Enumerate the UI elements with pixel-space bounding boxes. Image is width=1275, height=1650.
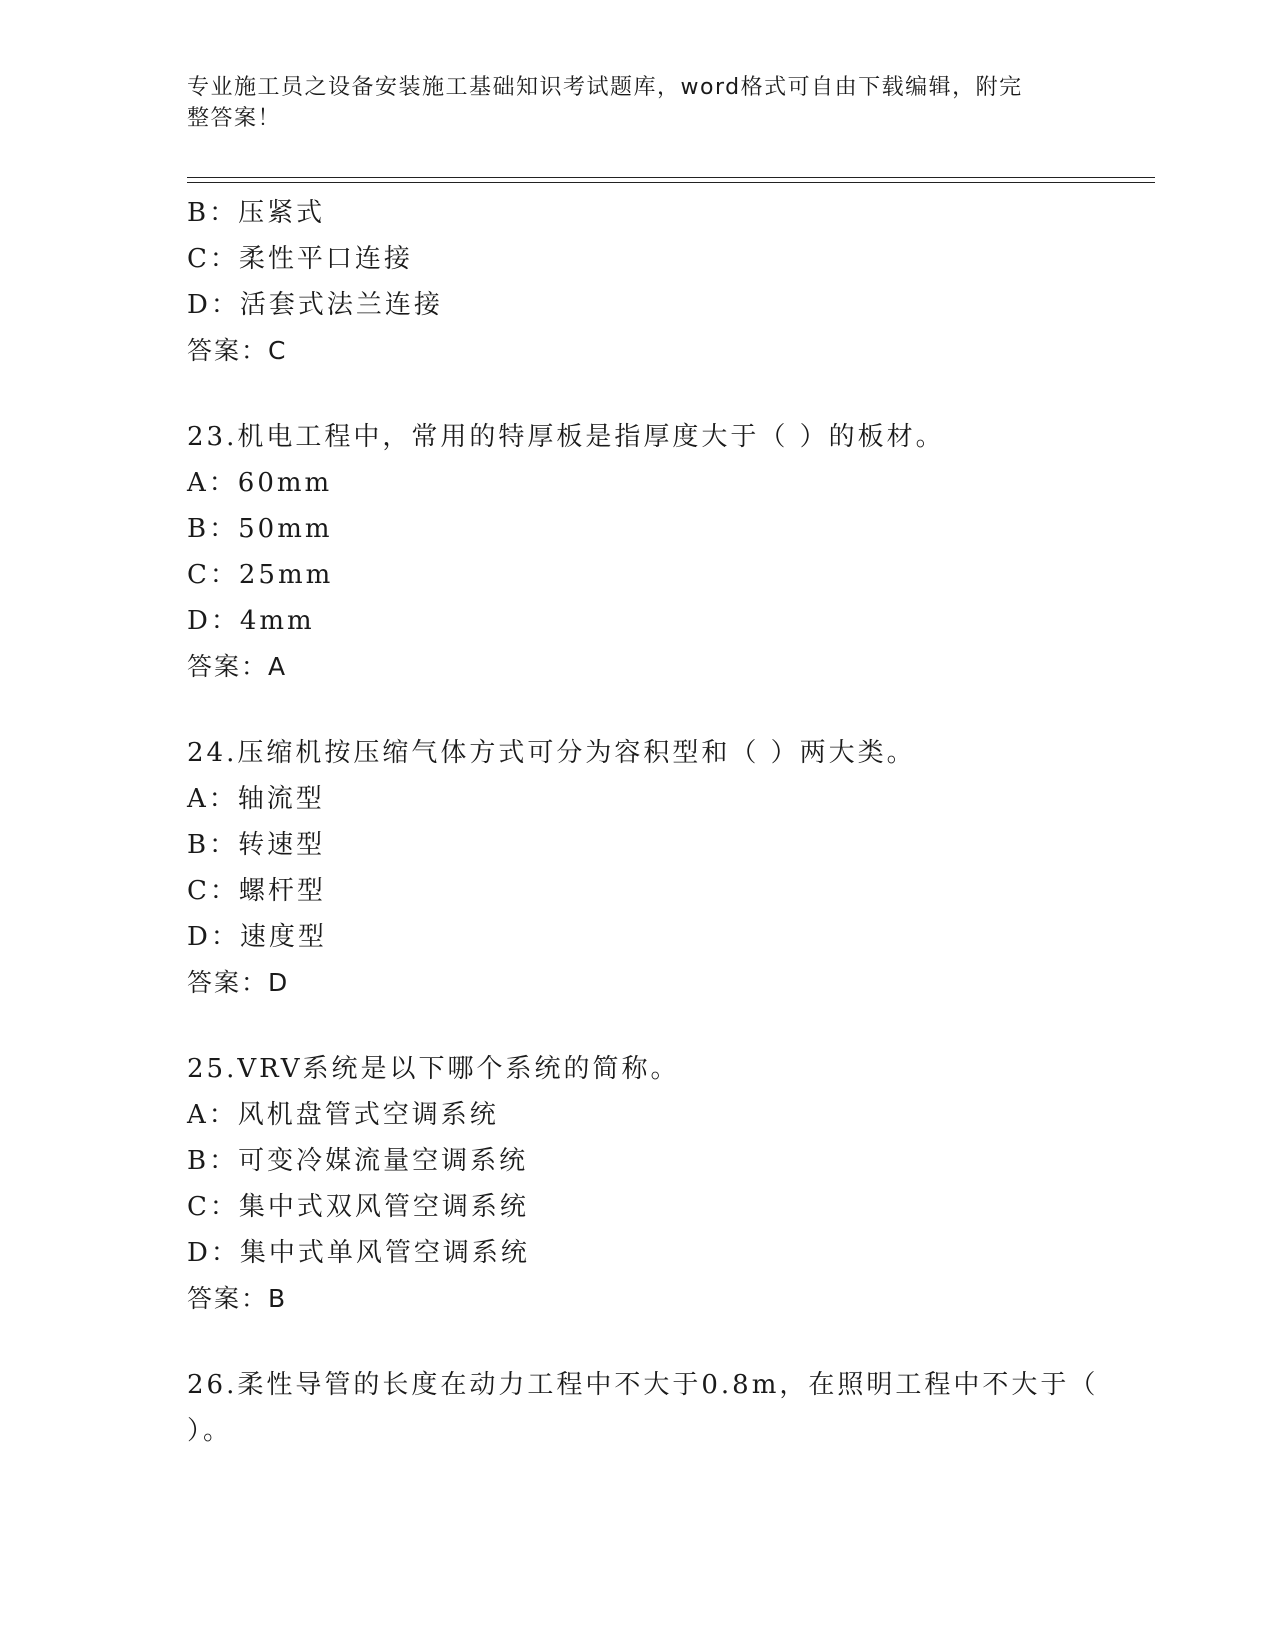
option-d: D：4mm (187, 606, 315, 636)
option-d: D：活套式法兰连接 (187, 290, 443, 320)
question-stem: 25.VRV系统是以下哪个系统的简称。 (187, 1054, 680, 1084)
question-26 (187, 1362, 1099, 1454)
answer-line: 答案：D (187, 968, 290, 997)
option-c: C：集中式双风管空调系统 (187, 1192, 529, 1222)
question-stem-line-1: 26.柔性导管的长度在动力工程中不大于0.8m，在照明工程中不大于（ (187, 1370, 1099, 1400)
option-c: C：螺杆型 (187, 876, 326, 906)
question-stem-line-2: ）。 (187, 1416, 233, 1446)
option-d: D：集中式单风管空调系统 (187, 1238, 530, 1268)
question-stem: 24.压缩机按压缩气体方式可分为容积型和（ ）两大类。 (187, 738, 916, 768)
question-stem: 23.机电工程中，常用的特厚板是指厚度大于（ ）的板材。 (187, 422, 945, 452)
header-divider-top (187, 177, 1155, 178)
spacer (187, 1322, 1087, 1362)
option-a: A：风机盘管式空调系统 (187, 1100, 499, 1130)
spacer (187, 690, 1087, 730)
question-25 (187, 1046, 1087, 1322)
option-b: B：50mm (187, 514, 333, 544)
header-line-1: 专业施工员之设备安装施工基础知识考试题库，word格式可自由下载编辑，附完 (187, 75, 1023, 100)
document-header (187, 72, 1067, 134)
answer-line: 答案：A (187, 652, 288, 681)
spacer (187, 374, 1087, 414)
option-a: A：轴流型 (187, 784, 325, 814)
answer-line: 答案：C (187, 336, 288, 365)
question-23 (187, 414, 1087, 690)
prev-question-block (187, 190, 1087, 374)
question-list (187, 190, 1099, 1454)
answer-line: 答案：B (187, 1284, 288, 1313)
option-c: C：25mm (187, 560, 334, 590)
option-b: B：转速型 (187, 830, 326, 860)
option-b: B：可变冷媒流量空调系统 (187, 1146, 529, 1176)
header-divider-bottom (187, 182, 1155, 183)
option-c: C：柔性平口连接 (187, 244, 413, 274)
option-d: D：速度型 (187, 922, 327, 952)
spacer (187, 1006, 1087, 1046)
header-line-2: 整答案！ (187, 106, 282, 131)
question-24 (187, 730, 1087, 1006)
option-b: B：压紧式 (187, 198, 326, 228)
option-a: A：60mm (187, 468, 333, 498)
